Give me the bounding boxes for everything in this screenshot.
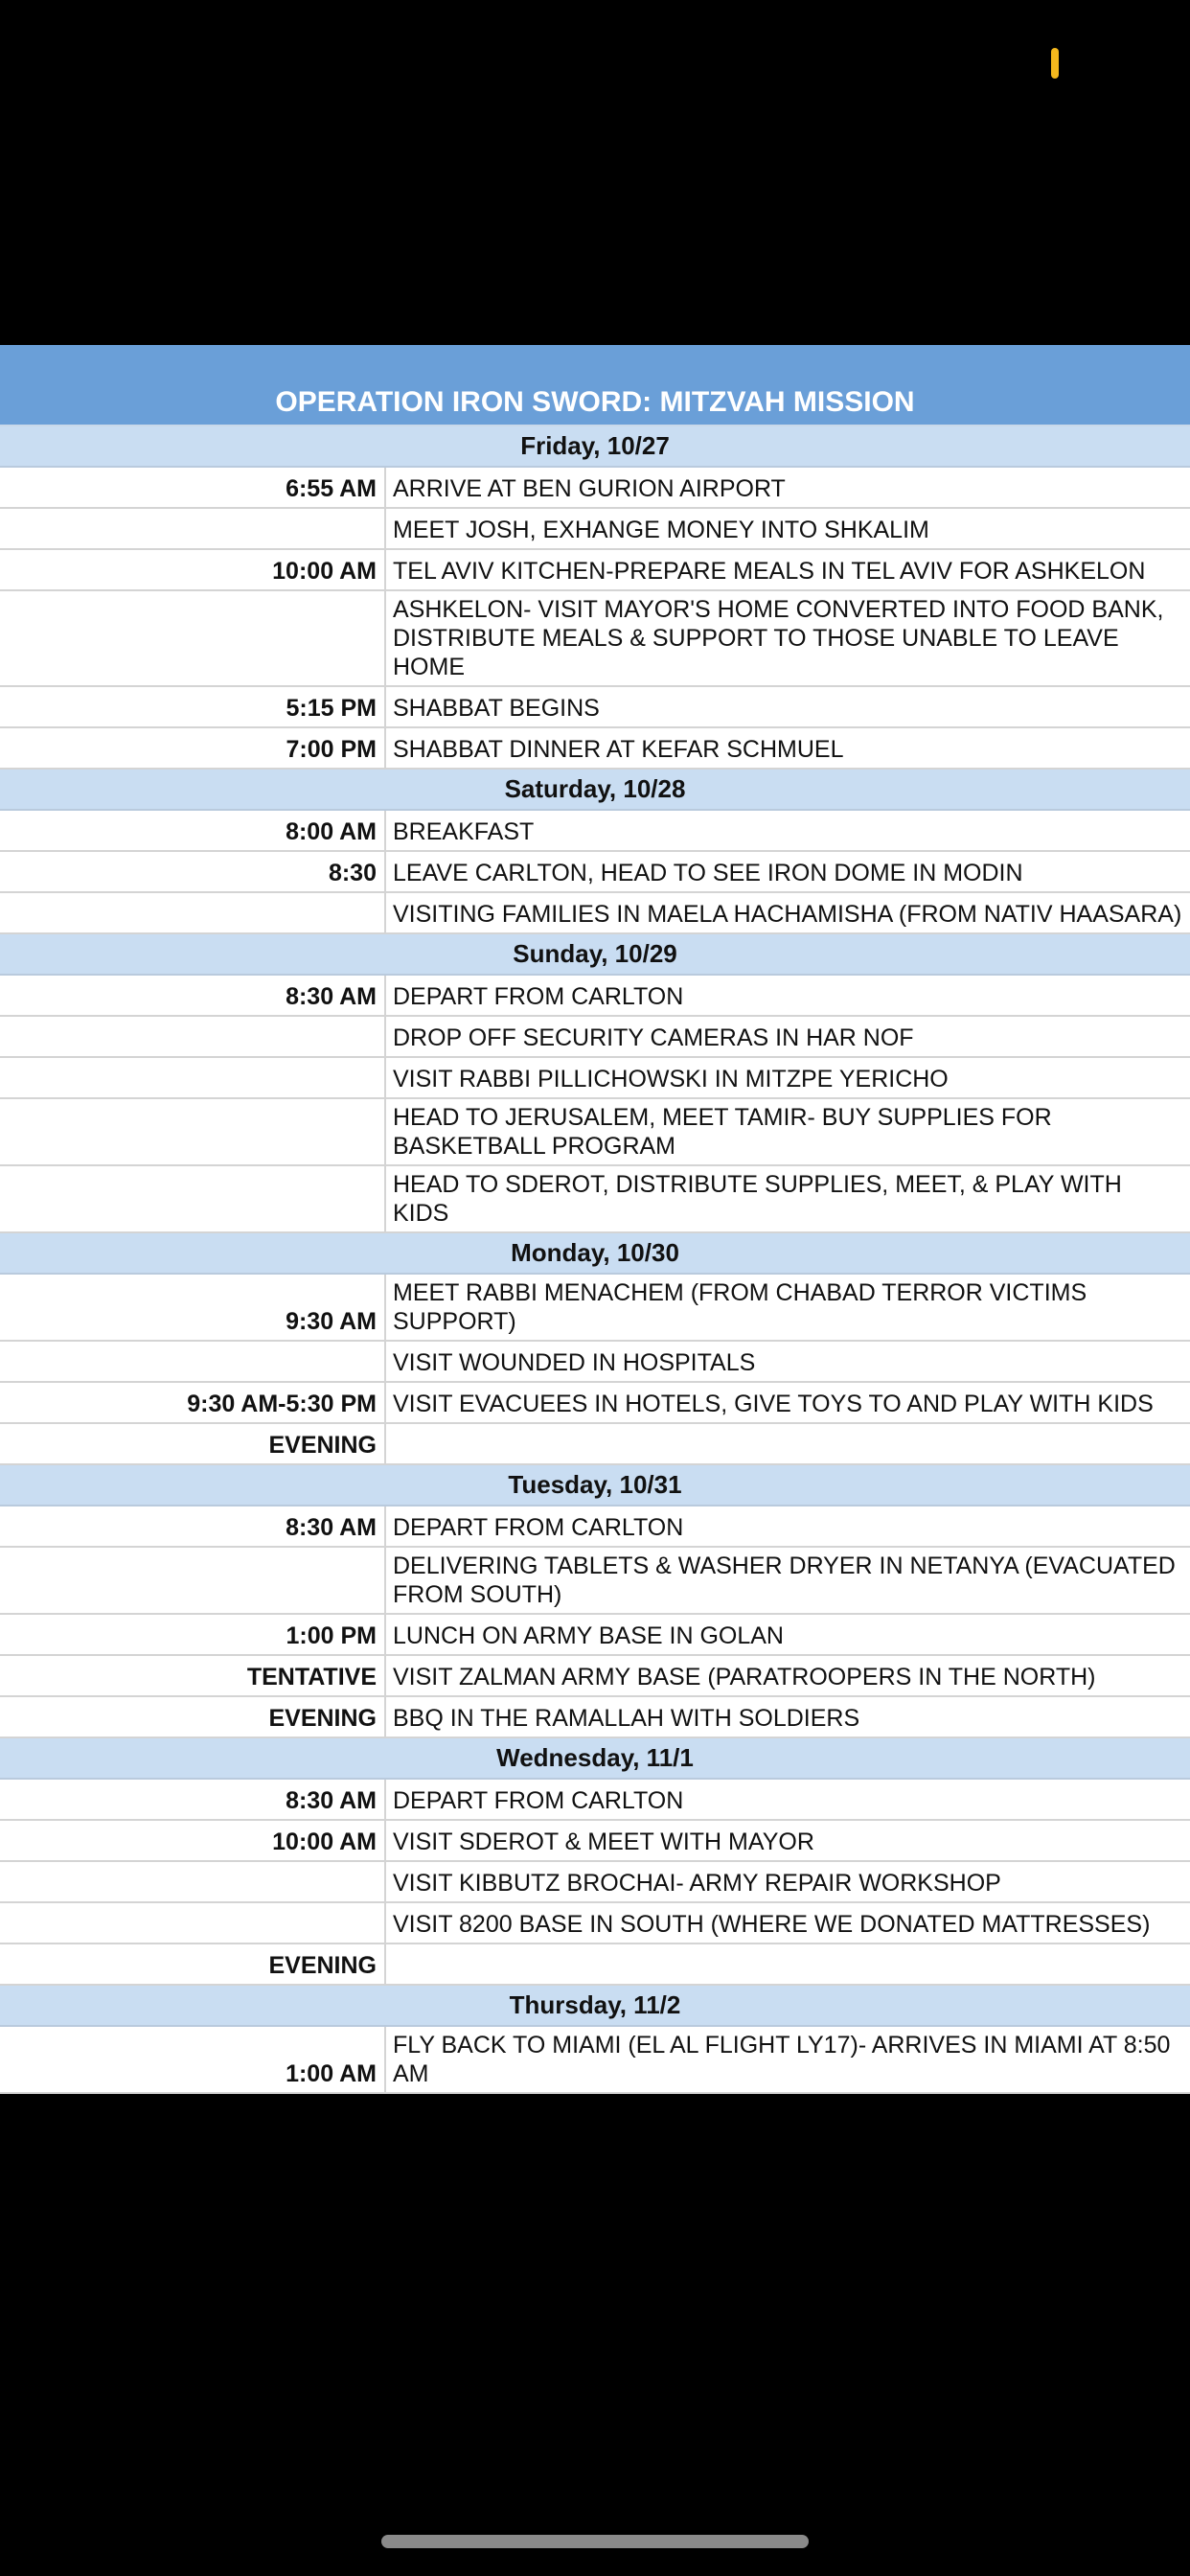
schedule-title: OPERATION IRON SWORD: MITZVAH MISSION xyxy=(0,345,1190,426)
activity-cell: ARRIVE AT BEN GURION AIRPORT xyxy=(393,475,786,502)
schedule-row xyxy=(0,1656,1190,1697)
time-cell: 1:00 PM xyxy=(0,1615,386,1654)
schedule-row xyxy=(0,1017,1190,1058)
schedule-row xyxy=(0,2027,1190,2094)
schedule-row xyxy=(0,1615,1190,1656)
time-cell: 5:15 PM xyxy=(0,687,386,726)
schedule-row xyxy=(0,1780,1190,1821)
time-cell: 9:30 AM-5:30 PM xyxy=(0,1383,386,1422)
activity-cell: VISIT EVACUEES IN HOTELS, GIVE TOYS TO AND PLAY WITH KIDS xyxy=(393,1391,1154,1417)
activity-cell xyxy=(386,1424,1190,1463)
activity-cell: VISIT ZALMAN ARMY BASE (PARATROOPERS IN THE NORTH) xyxy=(393,1664,1096,1690)
schedule-row xyxy=(0,976,1190,1017)
activity-cell: TEL AVIV KITCHEN-PREPARE MEALS IN TEL AVIV FOR ASHKELON xyxy=(393,558,1146,585)
time-cell xyxy=(0,1017,386,1056)
schedule-row xyxy=(0,893,1190,934)
activity-cell: VISITING FAMILIES IN MAELA HACHAMISHA (FROM NATIV HAASARA) xyxy=(393,901,1182,928)
time-cell xyxy=(0,509,386,548)
day-header: Monday, 10/30 xyxy=(0,1233,1190,1275)
time-cell: 8:30 xyxy=(0,852,386,891)
activity-cell: BREAKFAST xyxy=(393,818,535,845)
time-cell: 8:30 AM xyxy=(0,1780,386,1819)
day-header: Saturday, 10/28 xyxy=(0,770,1190,811)
activity-cell: VISIT SDEROT & MEET WITH MAYOR xyxy=(393,1828,814,1855)
schedule-row xyxy=(0,591,1190,687)
time-cell xyxy=(0,1058,386,1097)
time-cell: 7:00 PM xyxy=(0,728,386,768)
schedule-row xyxy=(0,1548,1190,1615)
schedule-row xyxy=(0,1821,1190,1862)
time-cell: 8:00 AM xyxy=(0,811,386,850)
day-header: Thursday, 11/2 xyxy=(0,1986,1190,2027)
schedule-row xyxy=(0,687,1190,728)
schedule-row xyxy=(0,1424,1190,1465)
time-cell xyxy=(0,893,386,932)
time-cell xyxy=(0,1548,386,1613)
time-cell: 8:30 AM xyxy=(0,1506,386,1546)
activity-cell: DEPART FROM CARLTON xyxy=(393,1787,684,1814)
activity-cell: HEAD TO SDEROT, DISTRIBUTE SUPPLIES, MEET, & PLAY WITH KIDS xyxy=(393,1171,1122,1227)
schedule-row xyxy=(0,1506,1190,1548)
activity-cell: ASHKELON- VISIT MAYOR'S HOME CONVERTED INTO FOOD BANK, DISTRIBUTE MEALS & SUPPORT TO THOSE UNABLE TO LEAVE HOME xyxy=(393,596,1164,680)
schedule-row xyxy=(0,852,1190,893)
time-cell xyxy=(0,1166,386,1231)
schedule-row xyxy=(0,1862,1190,1903)
time-cell: 10:00 AM xyxy=(0,550,386,589)
schedule-row xyxy=(0,550,1190,591)
schedule-row xyxy=(0,1099,1190,1166)
activity-cell: DEPART FROM CARLTON xyxy=(393,983,684,1010)
time-cell: TENTATIVE xyxy=(0,1656,386,1695)
activity-cell: VISIT KIBBUTZ BROCHAI- ARMY REPAIR WORKSHOP xyxy=(393,1870,1001,1897)
time-cell: 1:00 AM xyxy=(0,2027,386,2092)
activity-cell: HEAD TO JERUSALEM, MEET TAMIR- BUY SUPPLIES FOR BASKETBALL PROGRAM xyxy=(393,1104,1052,1160)
time-cell: EVENING xyxy=(0,1697,386,1736)
activity-cell: FLY BACK TO MIAMI (EL AL FLIGHT LY17)- ARRIVES IN MIAMI AT 8:50 AM xyxy=(393,2032,1171,2087)
time-cell: 10:00 AM xyxy=(0,1821,386,1860)
activity-cell: LEAVE CARLTON, HEAD TO SEE IRON DOME IN MODIN xyxy=(393,860,1023,886)
time-cell: EVENING xyxy=(0,1944,386,1984)
schedule-row xyxy=(0,509,1190,550)
time-cell: 6:55 AM xyxy=(0,468,386,507)
day-header: Sunday, 10/29 xyxy=(0,934,1190,976)
activity-cell: VISIT WOUNDED IN HOSPITALS xyxy=(393,1349,756,1376)
activity-cell: BBQ IN THE RAMALLAH WITH SOLDIERS xyxy=(393,1705,860,1732)
activity-cell: MEET RABBI MENACHEM (FROM CHABAD TERROR VICTIMS SUPPORT) xyxy=(393,1279,1087,1335)
time-cell: 9:30 AM xyxy=(0,1275,386,1340)
activity-cell: MEET JOSH, EXHANGE MONEY INTO SHKALIM xyxy=(393,517,929,543)
day-header: Wednesday, 11/1 xyxy=(0,1738,1190,1780)
schedule-row xyxy=(0,1275,1190,1342)
schedule-row xyxy=(0,1383,1190,1424)
schedule-row xyxy=(0,1944,1190,1986)
day-header: Tuesday, 10/31 xyxy=(0,1465,1190,1506)
time-cell xyxy=(0,1862,386,1901)
time-cell: EVENING xyxy=(0,1424,386,1463)
activity-cell: LUNCH ON ARMY BASE IN GOLAN xyxy=(393,1622,784,1649)
day-header: Friday, 10/27 xyxy=(0,426,1190,468)
schedule-row xyxy=(0,1058,1190,1099)
activity-cell: DELIVERING TABLETS & WASHER DRYER IN NETANYA (EVACUATED FROM SOUTH) xyxy=(393,1552,1176,1608)
schedule-row xyxy=(0,1166,1190,1233)
time-cell: 8:30 AM xyxy=(0,976,386,1015)
activity-cell: DROP OFF SECURITY CAMERAS IN HAR NOF xyxy=(393,1024,914,1051)
activity-cell: SHABBAT BEGINS xyxy=(393,695,600,722)
schedule-row xyxy=(0,1342,1190,1383)
time-cell xyxy=(0,591,386,685)
status-bar-indicator xyxy=(1051,48,1059,79)
activity-cell: VISIT RABBI PILLICHOWSKI IN MITZPE YERICHO xyxy=(393,1066,949,1092)
activity-cell: VISIT 8200 BASE IN SOUTH (WHERE WE DONATED MATTRESSES) xyxy=(393,1911,1151,1938)
activity-cell xyxy=(386,1944,1190,1984)
schedule-row xyxy=(0,1697,1190,1738)
time-cell xyxy=(0,1903,386,1943)
schedule-row xyxy=(0,728,1190,770)
schedule-row xyxy=(0,1903,1190,1944)
time-cell xyxy=(0,1342,386,1381)
activity-cell: SHABBAT DINNER AT KEFAR SCHMUEL xyxy=(393,736,844,763)
schedule-sheet xyxy=(0,345,1190,2094)
schedule-row xyxy=(0,811,1190,852)
schedule-row xyxy=(0,468,1190,509)
schedule-days xyxy=(0,426,1190,2094)
home-indicator[interactable] xyxy=(381,2535,809,2548)
activity-cell: DEPART FROM CARLTON xyxy=(393,1514,684,1541)
time-cell xyxy=(0,1099,386,1164)
